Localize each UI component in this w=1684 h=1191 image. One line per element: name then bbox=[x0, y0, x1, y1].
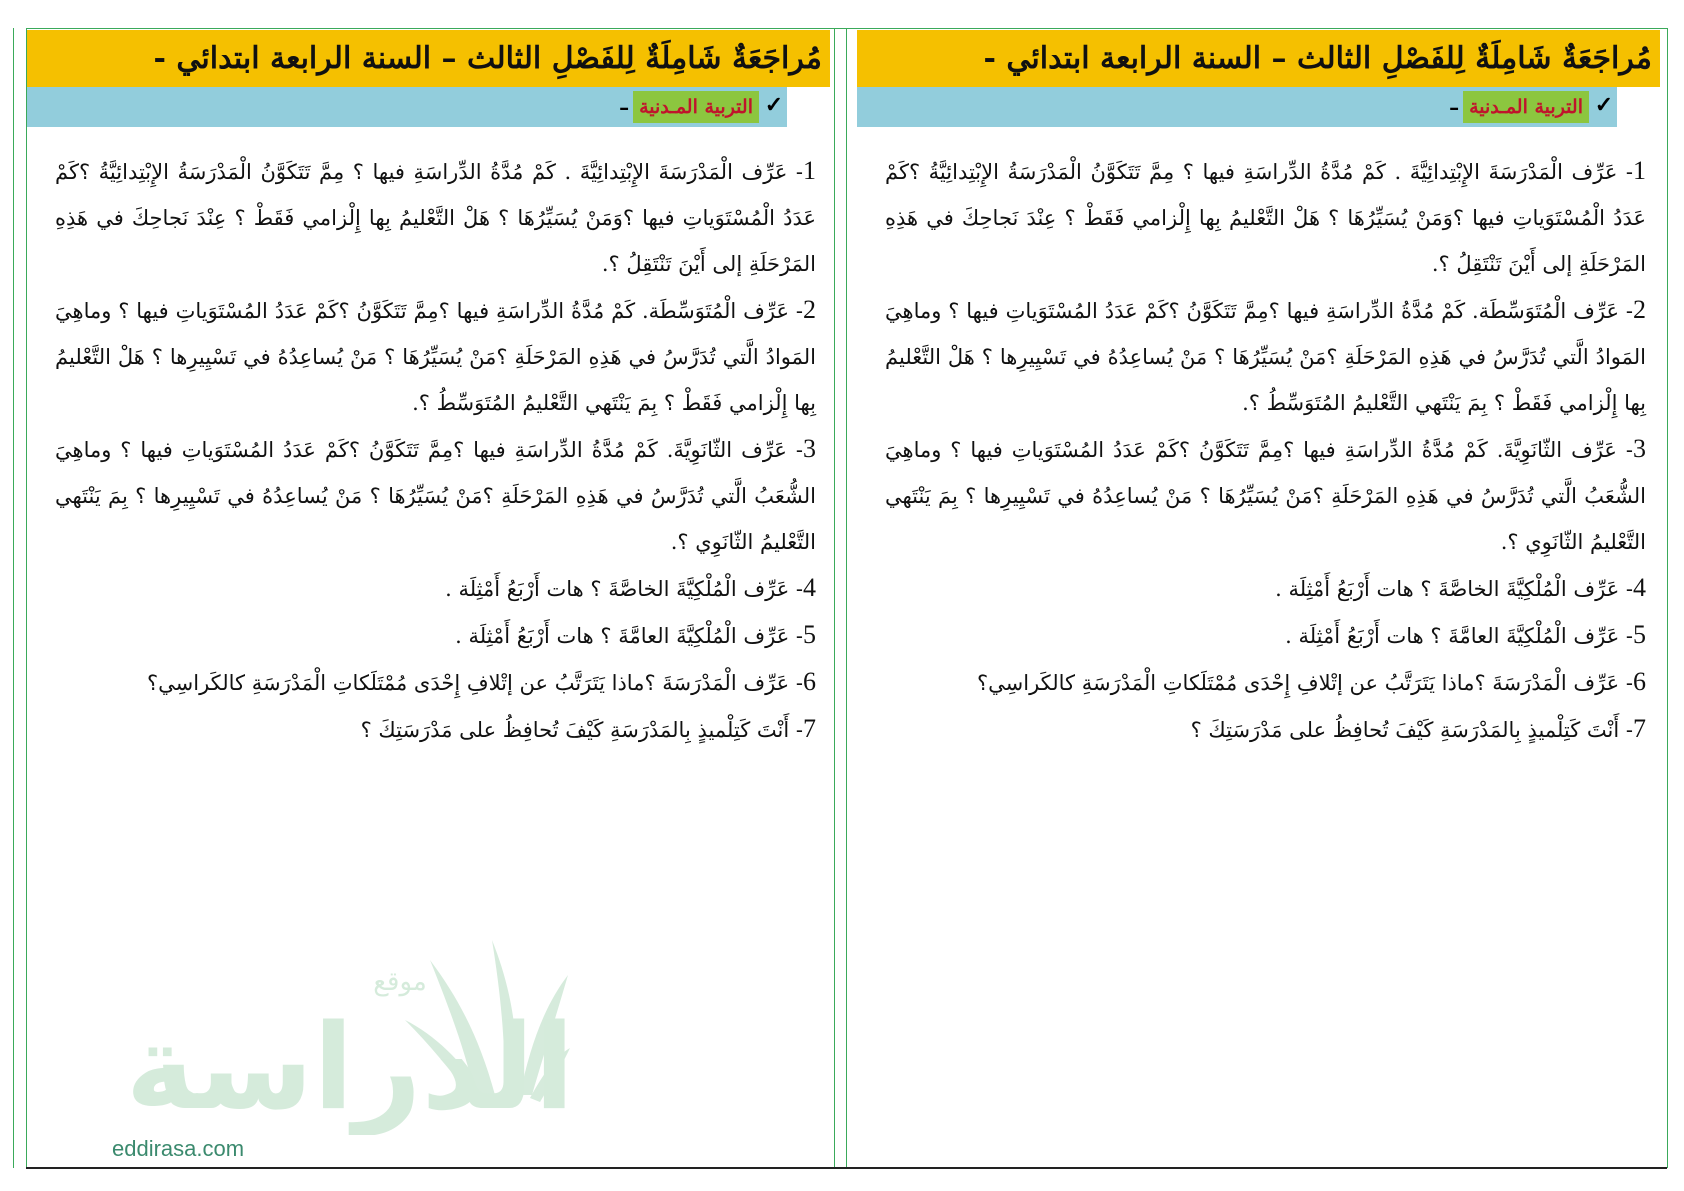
question-item: 2- عَرِّف الْمُتَوَسِّطَة. كَمْ مُدَّةُ الدِّراسَةِ فيها ؟مِمَّ تَتَكَوَّنُ ؟كَمْ عَدَدُ المُسْتَوَياتِ فيها ؟ وماهِيَ المَوادُ الَّتي تُدَرَّسُ في هَذِهِ المَرْحَلَةِ ؟مَنْ يُسَيِّرُهَا ؟ مَنْ يُساعِدُهُ في تَسْيِيرِها ؟ هَلْ التَّعْليمُ بِها إِلْزامي فَقَطْ ؟ بِمَ يَنْتَهي التَّعْليمُ المُتَوَسِّطُ ؟. bbox=[885, 295, 1646, 415]
question-item: 7- أَنْتَ كَتِلْميذٍ بِالمَدْرَسَةِ كَيْفَ تُحافِظُ على مَدْرَسَتِكَ ؟ bbox=[1190, 714, 1646, 743]
question-item: 7- أَنْتَ كَتِلْميذٍ بِالمَدْرَسَةِ كَيْفَ تُحافِظُ على مَدْرَسَتِكَ ؟ bbox=[360, 714, 816, 743]
question-item: 1- عَرِّف الْمَدْرَسَةَ الإِبْتِدائِيَّةَ . كَمْ مُدَّةُ الدِّراسَةِ فيها ؟ مِمَّ تَتَكَوَّنُ الْمَدْرَسَةُ الإِبْتِدائِيَّةُ ؟كَمْ عَدَدُ الْمُسْتَوَياتِ فيها ؟وَمَنْ يُسَيِّرُهَا ؟ هَلْ التَّعْليمُ بِها إِلْزامي فَقَطْ ؟ عِنْدَ نَجاحِكَ في هَذِهِ المَرْحَلَةِ إلى أَيْنَ تَنْتَقِلُ ؟. bbox=[55, 156, 816, 276]
right-sheet bbox=[857, 30, 1660, 1167]
check-icon: ✓ bbox=[1591, 91, 1617, 123]
book-leaf-icon bbox=[100, 920, 570, 1135]
question-list bbox=[55, 148, 816, 753]
svg-text:الدراسة: الدراسة bbox=[125, 998, 570, 1135]
subject-label bbox=[1449, 91, 1614, 123]
subject-bar bbox=[857, 87, 1617, 127]
check-icon: ✓ bbox=[761, 91, 787, 123]
question-item: 3- عَرِّف الثّانَوِيَّةَ. كَمْ مُدَّةُ الدِّراسَةِ فيها ؟مِمَّ تَتَكَوَّنُ ؟كَمْ عَدَدُ المُسْتَوَياتِ فيها ؟ وماهِيَ الشُّعَبُ الَّتي تُدَرَّسُ في هَذِهِ المَرْحَلَةِ ؟مَنْ يُسَيِّرُهَا ؟ مَنْ يُساعِدُهُ في تَسْيِيرِها ؟ بِمَ يَنْتَهي التَّعْليمُ الثّانَوِي ؟. bbox=[55, 434, 816, 554]
eddirasa-watermark bbox=[100, 920, 570, 1160]
subject-text: التربية المـدنية bbox=[1469, 96, 1583, 118]
question-item: 5- عَرِّف الْمُلْكِيَّةَ العامَّةَ ؟ هات أَرْبَعُ أَمْثِلَة . bbox=[1285, 620, 1646, 649]
question-item: 3- عَرِّف الثّانَوِيَّةَ. كَمْ مُدَّةُ الدِّراسَةِ فيها ؟مِمَّ تَتَكَوَّنُ ؟كَمْ عَدَدُ المُسْتَوَياتِ فيها ؟ وماهِيَ الشُّعَبُ الَّتي تُدَرَّسُ في هَذِهِ المَرْحَلَةِ ؟مَنْ يُسَيِّرُهَا ؟ مَنْ يُساعِدُهُ في تَسْيِيرِها ؟ بِمَ يَنْتَهي التَّعْليمُ الثّانَوِي ؟. bbox=[885, 434, 1646, 554]
watermark-site: eddirasa.com bbox=[112, 1136, 245, 1161]
question-item: 1- عَرِّف الْمَدْرَسَةَ الإِبْتِدائِيَّةَ . كَمْ مُدَّةُ الدِّراسَةِ فيها ؟ مِمَّ تَتَكَوَّنُ الْمَدْرَسَةُ الإِبْتِدائِيَّةُ ؟كَمْ عَدَدُ الْمُسْتَوَياتِ فيها ؟وَمَنْ يُسَيِّرُهَا ؟ هَلْ التَّعْليمُ بِها إِلْزامي فَقَطْ ؟ عِنْدَ نَجاحِكَ في هَذِهِ المَرْحَلَةِ إلى أَيْنَ تَنْتَقِلُ ؟. bbox=[885, 156, 1646, 276]
frame-line-bottom bbox=[26, 1167, 1667, 1169]
frame-line-left bbox=[13, 28, 14, 1168]
question-item: 4- عَرِّف الْمُلْكِيَّةَ الخاصَّةَ ؟ هات أَرْبَعُ أَمْثِلَة . bbox=[1275, 573, 1646, 602]
frame-line-right bbox=[1667, 28, 1668, 1168]
question-item: 2- عَرِّف الْمُتَوَسِّطَة. كَمْ مُدَّةُ الدِّراسَةِ فيها ؟مِمَّ تَتَكَوَّنُ ؟كَمْ عَدَدُ المُسْتَوَياتِ فيها ؟ وماهِيَ المَوادُ الَّتي تُدَرَّسُ في هَذِهِ المَرْحَلَةِ ؟مَنْ يُسَيِّرُهَا ؟ مَنْ يُساعِدُهُ في تَسْيِيرِها ؟ هَلْ التَّعْليمُ بِها إِلْزامي فَقَطْ ؟ بِمَ يَنْتَهي التَّعْليمُ المُتَوَسِّطُ ؟. bbox=[55, 295, 816, 415]
subject-text: التربية المـدنية bbox=[639, 96, 753, 118]
question-list bbox=[885, 148, 1646, 753]
subject-bar bbox=[27, 87, 787, 127]
subject-dash: – bbox=[1445, 91, 1463, 123]
sheet-title: مُراجَعَةٌ شَامِلَةٌ لِلفَصْلِ الثالث – السنة الرابعة ابتدائي - bbox=[27, 30, 830, 87]
question-item: 4- عَرِّف الْمُلْكِيَّةَ الخاصَّةَ ؟ هات أَرْبَعُ أَمْثِلَة . bbox=[445, 573, 816, 602]
frame-line-top bbox=[26, 28, 1667, 29]
question-item: 5- عَرِّف الْمُلْكِيَّةَ العامَّةَ ؟ هات أَرْبَعُ أَمْثِلَة . bbox=[455, 620, 816, 649]
sheet-title: مُراجَعَةٌ شَامِلَةٌ لِلفَصْلِ الثالث – السنة الرابعة ابتدائي - bbox=[857, 30, 1660, 87]
frame-line-middle-right bbox=[846, 28, 847, 1168]
frame-line-middle-left bbox=[834, 28, 835, 1168]
subject-label bbox=[619, 91, 784, 123]
subject-dash: – bbox=[615, 91, 633, 123]
question-item: 6- عَرِّف الْمَدْرَسَةَ ؟ماذا يَتَرَتَّبُ عن إتْلافِ إِحْدَى مُمْتَلَكاتِ الْمَدْرَسَةِ كالكَراسِي؟ bbox=[146, 667, 816, 696]
question-item: 6- عَرِّف الْمَدْرَسَةَ ؟ماذا يَتَرَتَّبُ عن إتْلافِ إِحْدَى مُمْتَلَكاتِ الْمَدْرَسَةِ كالكَراسِي؟ bbox=[976, 667, 1646, 696]
svg-text:موقع: موقع bbox=[373, 967, 427, 997]
